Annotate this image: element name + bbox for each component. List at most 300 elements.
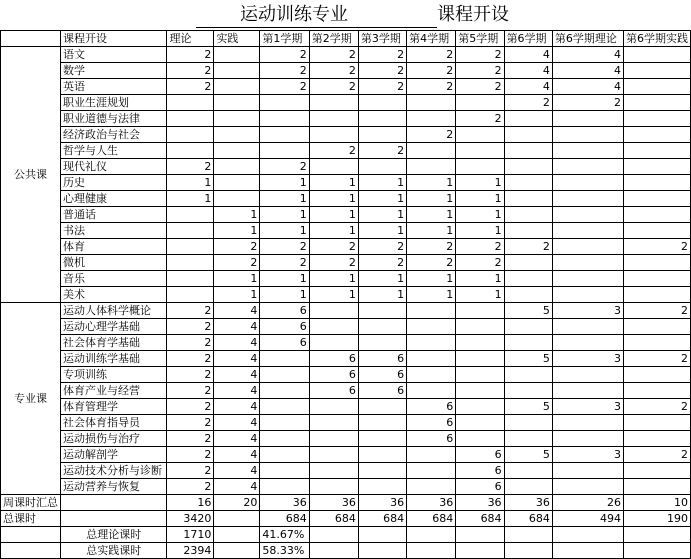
course-row xyxy=(1,335,691,351)
hours-cell: 6 xyxy=(456,479,504,495)
hours-cell: 2 xyxy=(456,79,504,95)
course-row xyxy=(1,319,691,335)
course-row xyxy=(1,223,691,239)
hours-cell: 2 xyxy=(407,239,456,255)
hours-cell: 6 xyxy=(407,399,456,415)
hours-cell: 2 xyxy=(456,239,504,255)
course-name: 运动人体科学概论 xyxy=(61,303,167,319)
hours-cell xyxy=(214,95,260,111)
blank-cell xyxy=(61,511,167,527)
hours-cell xyxy=(309,335,358,351)
hours-cell xyxy=(407,479,456,495)
hours-cell xyxy=(407,367,456,383)
hours-cell: 4 xyxy=(214,431,260,447)
hours-cell: 2 xyxy=(260,255,309,271)
course-name: 运动损伤与治疗 xyxy=(61,431,167,447)
hours-cell: 2 xyxy=(623,303,690,319)
course-row xyxy=(1,191,691,207)
hours-cell xyxy=(504,479,552,495)
hours-cell xyxy=(358,303,406,319)
hours-cell xyxy=(214,143,260,159)
hours-cell xyxy=(407,143,456,159)
blank-cell xyxy=(552,543,623,559)
total-cell: 684 xyxy=(358,511,406,527)
blank-cell xyxy=(214,527,260,543)
hours-cell: 6 xyxy=(309,383,358,399)
course-name: 运动技术分析与诊断 xyxy=(61,463,167,479)
course-row xyxy=(1,479,691,495)
column-header: 第3学期 xyxy=(358,31,406,47)
hours-cell xyxy=(309,479,358,495)
hours-cell: 2 xyxy=(309,79,358,95)
hours-cell xyxy=(552,463,623,479)
hours-cell: 4 xyxy=(504,63,552,79)
hours-cell xyxy=(407,383,456,399)
hours-cell: 2 xyxy=(358,255,406,271)
theory-hours-percent: 41.67% xyxy=(260,527,309,543)
hours-cell xyxy=(623,143,690,159)
course-row xyxy=(1,367,691,383)
hours-cell xyxy=(309,399,358,415)
hours-cell: 4 xyxy=(214,415,260,431)
hours-cell: 2 xyxy=(260,63,309,79)
hours-cell xyxy=(358,319,406,335)
hours-cell xyxy=(456,143,504,159)
summary-cell: 36 xyxy=(260,495,309,511)
hours-cell xyxy=(504,287,552,303)
hours-cell: 2 xyxy=(407,47,456,63)
hours-cell: 1 xyxy=(167,175,214,191)
total-cell: 684 xyxy=(407,511,456,527)
hours-cell xyxy=(623,479,690,495)
hours-cell: 1 xyxy=(456,287,504,303)
hours-cell xyxy=(552,367,623,383)
title-bar xyxy=(0,0,691,30)
hours-cell: 1 xyxy=(309,191,358,207)
hours-cell xyxy=(623,255,690,271)
hours-cell xyxy=(504,383,552,399)
hours-cell: 2 xyxy=(623,399,690,415)
hours-cell: 2 xyxy=(309,47,358,63)
hours-cell: 4 xyxy=(552,79,623,95)
hours-cell xyxy=(552,383,623,399)
blank-cell xyxy=(456,527,504,543)
course-row xyxy=(1,351,691,367)
course-row xyxy=(1,127,691,143)
course-name: 运动训练学基础 xyxy=(61,351,167,367)
category-label: 专业课 xyxy=(1,303,61,495)
hours-cell xyxy=(358,415,406,431)
course-row xyxy=(1,207,691,223)
hours-cell: 4 xyxy=(214,383,260,399)
hours-cell xyxy=(456,95,504,111)
course-name: 运动营养与恢复 xyxy=(61,479,167,495)
header-blank xyxy=(1,31,61,47)
course-row xyxy=(1,255,691,271)
hours-cell: 4 xyxy=(214,351,260,367)
hours-cell: 1 xyxy=(260,223,309,239)
hours-cell: 2 xyxy=(623,351,690,367)
hours-cell: 2 xyxy=(167,63,214,79)
hours-cell xyxy=(623,111,690,127)
hours-cell xyxy=(504,255,552,271)
hours-cell: 4 xyxy=(552,47,623,63)
course-row xyxy=(1,287,691,303)
hours-cell xyxy=(504,335,552,351)
hours-cell: 2 xyxy=(167,303,214,319)
hours-cell xyxy=(623,63,690,79)
hours-cell: 2 xyxy=(407,79,456,95)
hours-cell: 4 xyxy=(214,447,260,463)
hours-cell: 1 xyxy=(358,287,406,303)
hours-cell xyxy=(504,111,552,127)
hours-cell xyxy=(623,127,690,143)
hours-cell: 6 xyxy=(358,383,406,399)
hours-cell: 1 xyxy=(260,207,309,223)
hours-cell xyxy=(260,415,309,431)
hours-cell: 1 xyxy=(309,287,358,303)
course-row xyxy=(1,431,691,447)
hours-cell: 2 xyxy=(260,79,309,95)
course-name: 英语 xyxy=(61,79,167,95)
hours-cell: 3 xyxy=(552,303,623,319)
hours-cell xyxy=(623,207,690,223)
hours-cell: 2 xyxy=(552,95,623,111)
hours-cell: 2 xyxy=(167,447,214,463)
hours-cell xyxy=(167,111,214,127)
hours-cell: 3 xyxy=(552,399,623,415)
hours-cell: 5 xyxy=(504,447,552,463)
hours-cell xyxy=(358,335,406,351)
column-header: 第6学期理论 xyxy=(552,31,623,47)
hours-cell: 1 xyxy=(358,207,406,223)
hours-cell xyxy=(504,431,552,447)
hours-cell: 3 xyxy=(552,351,623,367)
hours-cell xyxy=(214,127,260,143)
course-row xyxy=(1,271,691,287)
hours-cell: 2 xyxy=(214,239,260,255)
hours-cell xyxy=(309,111,358,127)
hours-cell: 1 xyxy=(456,271,504,287)
course-row xyxy=(1,303,691,319)
total-cell: 190 xyxy=(623,511,690,527)
hours-cell xyxy=(260,479,309,495)
hours-cell xyxy=(260,399,309,415)
hours-cell xyxy=(504,175,552,191)
hours-cell xyxy=(456,319,504,335)
hours-cell xyxy=(167,239,214,255)
hours-cell xyxy=(407,463,456,479)
hours-cell: 2 xyxy=(407,255,456,271)
hours-cell xyxy=(214,191,260,207)
column-header: 课程开设 xyxy=(61,31,167,47)
hours-cell xyxy=(214,63,260,79)
total-hours-label: 总课时 xyxy=(1,511,61,527)
hours-cell xyxy=(552,415,623,431)
hours-cell xyxy=(260,383,309,399)
hours-cell: 1 xyxy=(260,287,309,303)
blank-cell xyxy=(1,543,61,559)
hours-cell: 2 xyxy=(260,47,309,63)
course-name: 职业生涯规划 xyxy=(61,95,167,111)
hours-cell xyxy=(358,95,406,111)
course-row xyxy=(1,111,691,127)
hours-cell: 5 xyxy=(504,351,552,367)
hours-cell xyxy=(552,287,623,303)
header-row xyxy=(1,31,691,47)
hours-cell: 1 xyxy=(456,175,504,191)
blank-cell xyxy=(214,543,260,559)
hours-cell: 2 xyxy=(456,255,504,271)
hours-cell: 2 xyxy=(260,239,309,255)
hours-cell: 4 xyxy=(504,79,552,95)
course-name: 美术 xyxy=(61,287,167,303)
hours-cell xyxy=(358,159,406,175)
hours-cell: 1 xyxy=(309,223,358,239)
hours-cell xyxy=(260,111,309,127)
hours-cell: 2 xyxy=(167,383,214,399)
total-cell xyxy=(214,511,260,527)
course-name: 体育管理学 xyxy=(61,399,167,415)
hours-cell: 1 xyxy=(260,271,309,287)
hours-cell xyxy=(552,191,623,207)
hours-cell: 2 xyxy=(167,463,214,479)
blank-cell xyxy=(1,527,61,543)
blank-cell xyxy=(623,543,690,559)
hours-cell: 1 xyxy=(456,191,504,207)
hours-cell: 1 xyxy=(456,207,504,223)
hours-cell xyxy=(214,111,260,127)
hours-cell: 1 xyxy=(214,223,260,239)
hours-cell: 4 xyxy=(214,319,260,335)
hours-cell: 2 xyxy=(309,239,358,255)
hours-cell: 2 xyxy=(214,255,260,271)
hours-cell xyxy=(167,143,214,159)
hours-cell xyxy=(407,351,456,367)
course-name: 心理健康 xyxy=(61,191,167,207)
summary-cell: 20 xyxy=(214,495,260,511)
hours-cell xyxy=(623,335,690,351)
hours-cell xyxy=(358,127,406,143)
hours-cell: 5 xyxy=(504,399,552,415)
hours-cell xyxy=(260,367,309,383)
hours-cell xyxy=(358,479,406,495)
hours-cell xyxy=(167,127,214,143)
blank-cell xyxy=(358,527,406,543)
hours-cell: 3 xyxy=(552,447,623,463)
hours-cell: 2 xyxy=(504,239,552,255)
hours-cell xyxy=(623,415,690,431)
hours-cell xyxy=(504,143,552,159)
hours-cell: 2 xyxy=(167,159,214,175)
blank-cell xyxy=(623,527,690,543)
course-name: 历史 xyxy=(61,175,167,191)
hours-cell xyxy=(309,95,358,111)
hours-cell: 1 xyxy=(260,191,309,207)
hours-cell xyxy=(407,447,456,463)
hours-cell xyxy=(214,47,260,63)
hours-cell: 4 xyxy=(214,335,260,351)
summary-cell: 36 xyxy=(504,495,552,511)
hours-cell xyxy=(623,95,690,111)
hours-cell: 2 xyxy=(167,479,214,495)
total-cell: 684 xyxy=(456,511,504,527)
hours-cell xyxy=(623,159,690,175)
hours-cell: 2 xyxy=(167,415,214,431)
column-header: 第6学期实践 xyxy=(623,31,690,47)
total-cell: 3420 xyxy=(167,511,214,527)
hours-cell: 1 xyxy=(309,207,358,223)
hours-cell xyxy=(623,383,690,399)
course-row xyxy=(1,175,691,191)
summary-cell: 16 xyxy=(167,495,214,511)
hours-cell: 2 xyxy=(358,63,406,79)
blank-cell xyxy=(456,543,504,559)
hours-cell xyxy=(623,319,690,335)
total-cell: 684 xyxy=(309,511,358,527)
hours-cell xyxy=(456,383,504,399)
hours-cell xyxy=(456,431,504,447)
summary-cell: 36 xyxy=(358,495,406,511)
hours-cell xyxy=(456,303,504,319)
hours-cell xyxy=(407,159,456,175)
hours-cell: 1 xyxy=(407,191,456,207)
hours-cell xyxy=(167,207,214,223)
hours-cell xyxy=(552,175,623,191)
course-row xyxy=(1,95,691,111)
column-header: 第6学期 xyxy=(504,31,552,47)
hours-cell xyxy=(309,159,358,175)
hours-cell: 6 xyxy=(407,415,456,431)
hours-cell: 6 xyxy=(358,367,406,383)
course-name: 普通话 xyxy=(61,207,167,223)
hours-cell xyxy=(504,191,552,207)
hours-cell xyxy=(552,143,623,159)
hours-cell: 1 xyxy=(214,207,260,223)
hours-cell: 4 xyxy=(214,463,260,479)
hours-cell xyxy=(552,223,623,239)
total-cell: 684 xyxy=(504,511,552,527)
blank-cell xyxy=(552,527,623,543)
course-row xyxy=(1,159,691,175)
course-name: 语文 xyxy=(61,47,167,63)
course-name: 音乐 xyxy=(61,271,167,287)
hours-cell xyxy=(504,159,552,175)
hours-cell xyxy=(456,351,504,367)
hours-cell: 2 xyxy=(260,159,309,175)
course-row xyxy=(1,447,691,463)
hours-cell xyxy=(260,463,309,479)
hours-cell: 1 xyxy=(358,175,406,191)
hours-cell xyxy=(309,415,358,431)
hours-cell: 4 xyxy=(504,47,552,63)
hours-cell xyxy=(358,399,406,415)
hours-cell xyxy=(552,319,623,335)
hours-cell: 2 xyxy=(504,95,552,111)
hours-cell xyxy=(552,335,623,351)
hours-cell: 1 xyxy=(214,287,260,303)
hours-cell xyxy=(552,431,623,447)
hours-cell: 1 xyxy=(167,191,214,207)
course-name: 体育产业与经营 xyxy=(61,383,167,399)
hours-cell xyxy=(456,415,504,431)
hours-cell xyxy=(167,95,214,111)
blank-cell xyxy=(407,527,456,543)
hours-cell xyxy=(260,143,309,159)
hours-cell xyxy=(260,127,309,143)
hours-cell xyxy=(407,95,456,111)
hours-cell xyxy=(623,271,690,287)
hours-cell: 1 xyxy=(407,207,456,223)
category-label: 公共课 xyxy=(1,47,61,303)
hours-cell xyxy=(504,271,552,287)
hours-cell xyxy=(623,47,690,63)
title-suffix: 课程开设 xyxy=(437,4,509,25)
course-name: 微机 xyxy=(61,255,167,271)
column-header: 第4学期 xyxy=(407,31,456,47)
hours-cell xyxy=(504,319,552,335)
hours-cell xyxy=(504,367,552,383)
hours-cell: 2 xyxy=(456,47,504,63)
hours-cell: 6 xyxy=(260,319,309,335)
hours-cell: 2 xyxy=(167,79,214,95)
hours-cell xyxy=(260,95,309,111)
hours-cell xyxy=(456,159,504,175)
hours-cell: 2 xyxy=(456,63,504,79)
hours-cell xyxy=(407,111,456,127)
hours-cell xyxy=(407,303,456,319)
course-name: 数学 xyxy=(61,63,167,79)
hours-cell xyxy=(504,127,552,143)
course-name: 体育 xyxy=(61,239,167,255)
hours-cell xyxy=(552,479,623,495)
hours-cell: 2 xyxy=(167,319,214,335)
blank-cell xyxy=(504,527,552,543)
hours-cell xyxy=(214,159,260,175)
total-cell: 494 xyxy=(552,511,623,527)
hours-cell: 4 xyxy=(214,479,260,495)
course-name: 社会体育指导员 xyxy=(61,415,167,431)
hours-cell: 1 xyxy=(260,175,309,191)
hours-cell: 2 xyxy=(167,399,214,415)
theory-hours-label: 总理论课时 xyxy=(61,527,167,543)
total-hours-row xyxy=(1,511,691,527)
weekly-summary-label: 周课时汇总 xyxy=(1,495,61,511)
column-header: 实践 xyxy=(214,31,260,47)
hours-cell xyxy=(407,319,456,335)
hours-cell: 1 xyxy=(358,271,406,287)
hours-cell xyxy=(552,239,623,255)
hours-cell: 2 xyxy=(623,447,690,463)
hours-cell: 2 xyxy=(167,351,214,367)
hours-cell xyxy=(456,127,504,143)
course-row xyxy=(1,79,691,95)
hours-cell xyxy=(504,415,552,431)
course-row xyxy=(1,463,691,479)
hours-cell: 2 xyxy=(309,255,358,271)
blank-cell xyxy=(407,543,456,559)
course-row xyxy=(1,143,691,159)
hours-cell xyxy=(309,319,358,335)
blank-cell xyxy=(309,527,358,543)
practice-hours-row xyxy=(1,543,691,559)
course-row xyxy=(1,47,691,63)
course-table xyxy=(0,30,691,559)
hours-cell: 2 xyxy=(167,47,214,63)
hours-cell: 6 xyxy=(309,367,358,383)
practice-hours-value: 2394 xyxy=(167,543,214,559)
hours-cell: 2 xyxy=(358,143,406,159)
